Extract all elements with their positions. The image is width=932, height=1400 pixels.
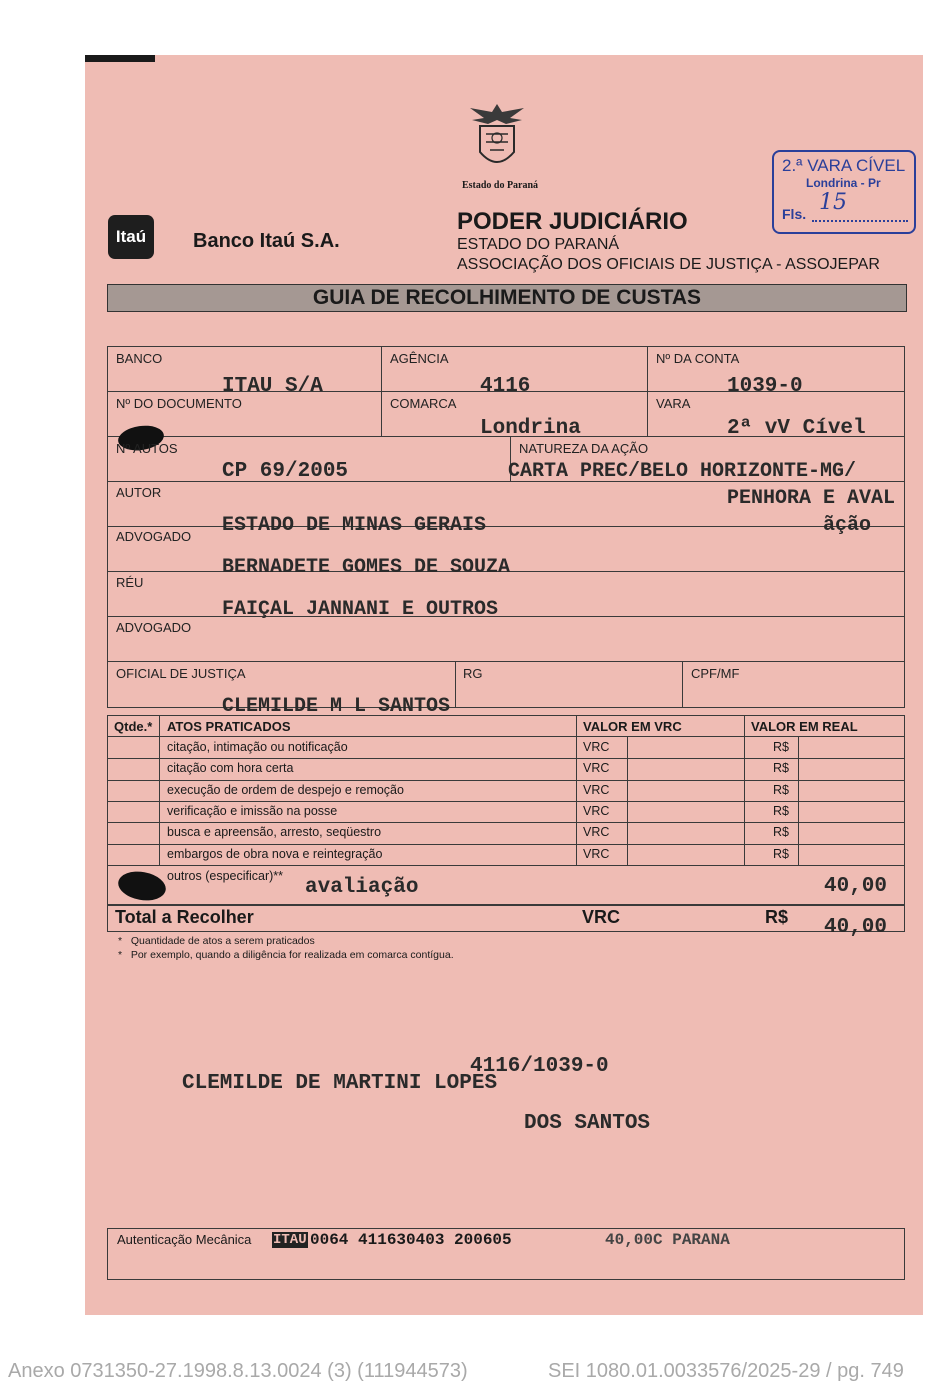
agencia-label: AGÊNCIA — [390, 351, 449, 366]
vrc-header: VALOR EM VRC — [583, 719, 682, 734]
natureza-value-line3: ãção — [823, 514, 872, 537]
form-title-bar — [107, 284, 907, 312]
total-divider — [107, 904, 905, 906]
org-state: ESTADO DO PARANÁ — [457, 236, 620, 253]
official-name-line1: CLEMILDE DE MARTINI LOPES — [182, 1072, 498, 1095]
natureza-value-line2: PENHORA E AVAL — [727, 487, 896, 510]
conta-label: Nº DA CONTA — [656, 351, 740, 366]
col-divider — [455, 661, 456, 708]
col-divider — [682, 661, 683, 708]
form-title: GUIA DE RECOLHIMENTO DE CUSTAS — [312, 286, 702, 309]
total-vrc: VRC — [582, 907, 621, 927]
authentication-amount: 40,00C PARANA — [605, 1231, 730, 1249]
atos-header: ATOS PRATICADOS — [167, 719, 291, 734]
autor-value: ESTADO DE MINAS GERAIS — [222, 514, 487, 537]
act-real: R$ — [773, 740, 789, 754]
reu-label: RÉU — [116, 575, 144, 590]
banco-label: BANCO — [116, 351, 163, 366]
table-row-divider — [107, 865, 905, 866]
authentication-label: Autenticação Mecânica — [117, 1232, 252, 1247]
table-row-divider — [107, 844, 905, 845]
stamp-fls-value: 15 — [819, 190, 847, 215]
total-label: Total a Recolher — [115, 907, 254, 927]
act-vrc: VRC — [583, 846, 610, 861]
act-vrc: VRC — [583, 782, 610, 797]
documento-label: Nº DO DOCUMENTO — [116, 396, 242, 411]
act-real: R$ — [773, 761, 789, 776]
account-reference: 4116/1039-0 — [470, 1055, 609, 1078]
advogado-value: BERNADETE GOMES DE SOUZA — [222, 556, 511, 579]
bank-name: Banco Itaú S.A. — [193, 230, 340, 252]
stamp-dotted-line — [812, 220, 908, 222]
act-real: R$ — [773, 803, 789, 818]
agencia-value: 4116 — [480, 375, 531, 398]
stamp-fls-label: Fls. — [782, 206, 807, 222]
act-label: execução de ordem de despejo e remoção — [167, 782, 404, 797]
total-amount: 40,00 — [824, 916, 888, 939]
outros-amount: 40,00 — [824, 875, 888, 898]
act-real: R$ — [773, 825, 789, 840]
qtde-col-divider — [159, 715, 160, 865]
real-header: VALOR EM REAL — [751, 719, 858, 734]
act-real: R$ — [773, 782, 789, 797]
act-label: verificação e imissão na posse — [167, 803, 338, 818]
total-real-label: R$ — [765, 907, 789, 927]
comarca-value: Londrina — [480, 417, 581, 440]
advogado-label: ADVOGADO — [116, 529, 192, 544]
footnote-2: * Por exemplo, quando a diligência for realizada em comarca contígua. — [118, 949, 454, 961]
act-real: R$ — [773, 846, 789, 861]
row-divider — [107, 661, 905, 662]
autos-label: Nº AUTOS — [116, 441, 178, 456]
rg-label: RG — [463, 666, 483, 681]
act-vrc: VRC — [583, 740, 610, 754]
advogado2-label: ADVOGADO — [116, 620, 192, 635]
table-row-divider — [107, 758, 905, 759]
conta-value: 1039-0 — [727, 375, 803, 398]
vara-civel-stamp — [772, 150, 916, 234]
crest-caption: Estado do Paraná — [461, 180, 539, 191]
oficial-value: CLEMILDE M L SANTOS — [222, 695, 451, 718]
qtde-header: Qtde.* — [114, 719, 153, 734]
vara-value: 2ª vV Cível — [727, 417, 866, 440]
official-name-line2: DOS SANTOS — [524, 1112, 651, 1135]
stamp-line1: 2.ª VARA CÍVEL — [782, 156, 906, 175]
act-label: citação, intimação ou notificação — [167, 740, 348, 754]
comarca-label: COMARCA — [390, 396, 457, 411]
natureza-value-line1: CARTA PREC/BELO HORIZONTE-MG/ — [508, 460, 857, 483]
footer-annex-ref: Anexo 0731350-27.1998.8.13.0024 (3) (111944573) — [8, 1360, 468, 1382]
autos-value: CP 69/2005 — [222, 460, 349, 483]
act-vrc: VRC — [583, 825, 610, 840]
org-title: PODER JUDICIÁRIO — [457, 208, 688, 235]
reu-value: FAIÇAL JANNANI E OUTROS — [222, 598, 499, 621]
col-divider — [647, 346, 648, 436]
col-divider — [381, 346, 382, 436]
oficial-label: OFICIAL DE JUSTIÇA — [116, 666, 246, 681]
outros-value: avaliação — [305, 876, 419, 899]
vara-label: VARA — [656, 396, 691, 411]
footnote-1: * Quantidade de atos a serem praticados — [118, 935, 315, 947]
autor-label: AUTOR — [116, 485, 162, 500]
table-row-divider — [107, 801, 905, 802]
table-row-divider — [107, 780, 905, 781]
parana-crest-icon — [462, 100, 532, 180]
table-row-divider — [107, 822, 905, 823]
act-vrc: VRC — [583, 761, 610, 776]
cpf-label: CPF/MF — [691, 666, 740, 681]
footer-sei-ref: SEI 1080.01.0033576/2025-29 / pg. 749 — [548, 1360, 904, 1382]
natureza-label: NATUREZA DA AÇÃO — [519, 441, 649, 456]
act-vrc: VRC — [583, 803, 610, 818]
banco-value: ITAU S/A — [222, 375, 323, 398]
real-col-divider — [744, 715, 745, 865]
table-header-divider — [107, 736, 905, 737]
authentication-code-prefix: ITAU — [273, 1232, 307, 1248]
authentication-code: 0064 411630403 200605 — [310, 1231, 512, 1249]
outros-label: outros (especificar)** — [167, 869, 284, 883]
vrc-col-divider — [576, 715, 577, 865]
org-association: ASSOCIAÇÃO DOS OFICIAIS DE JUSTIÇA - ASSOJEPAR — [457, 256, 880, 273]
act-label: citação com hora certa — [167, 761, 294, 776]
act-label: busca e apreensão, arresto, seqüestro — [167, 825, 382, 840]
stamp-line2: Londrina - Pr — [806, 176, 881, 190]
scan-mark — [85, 55, 155, 62]
itau-logo: Itaú — [108, 215, 154, 259]
act-label: embargos de obra nova e reintegração — [167, 846, 383, 861]
